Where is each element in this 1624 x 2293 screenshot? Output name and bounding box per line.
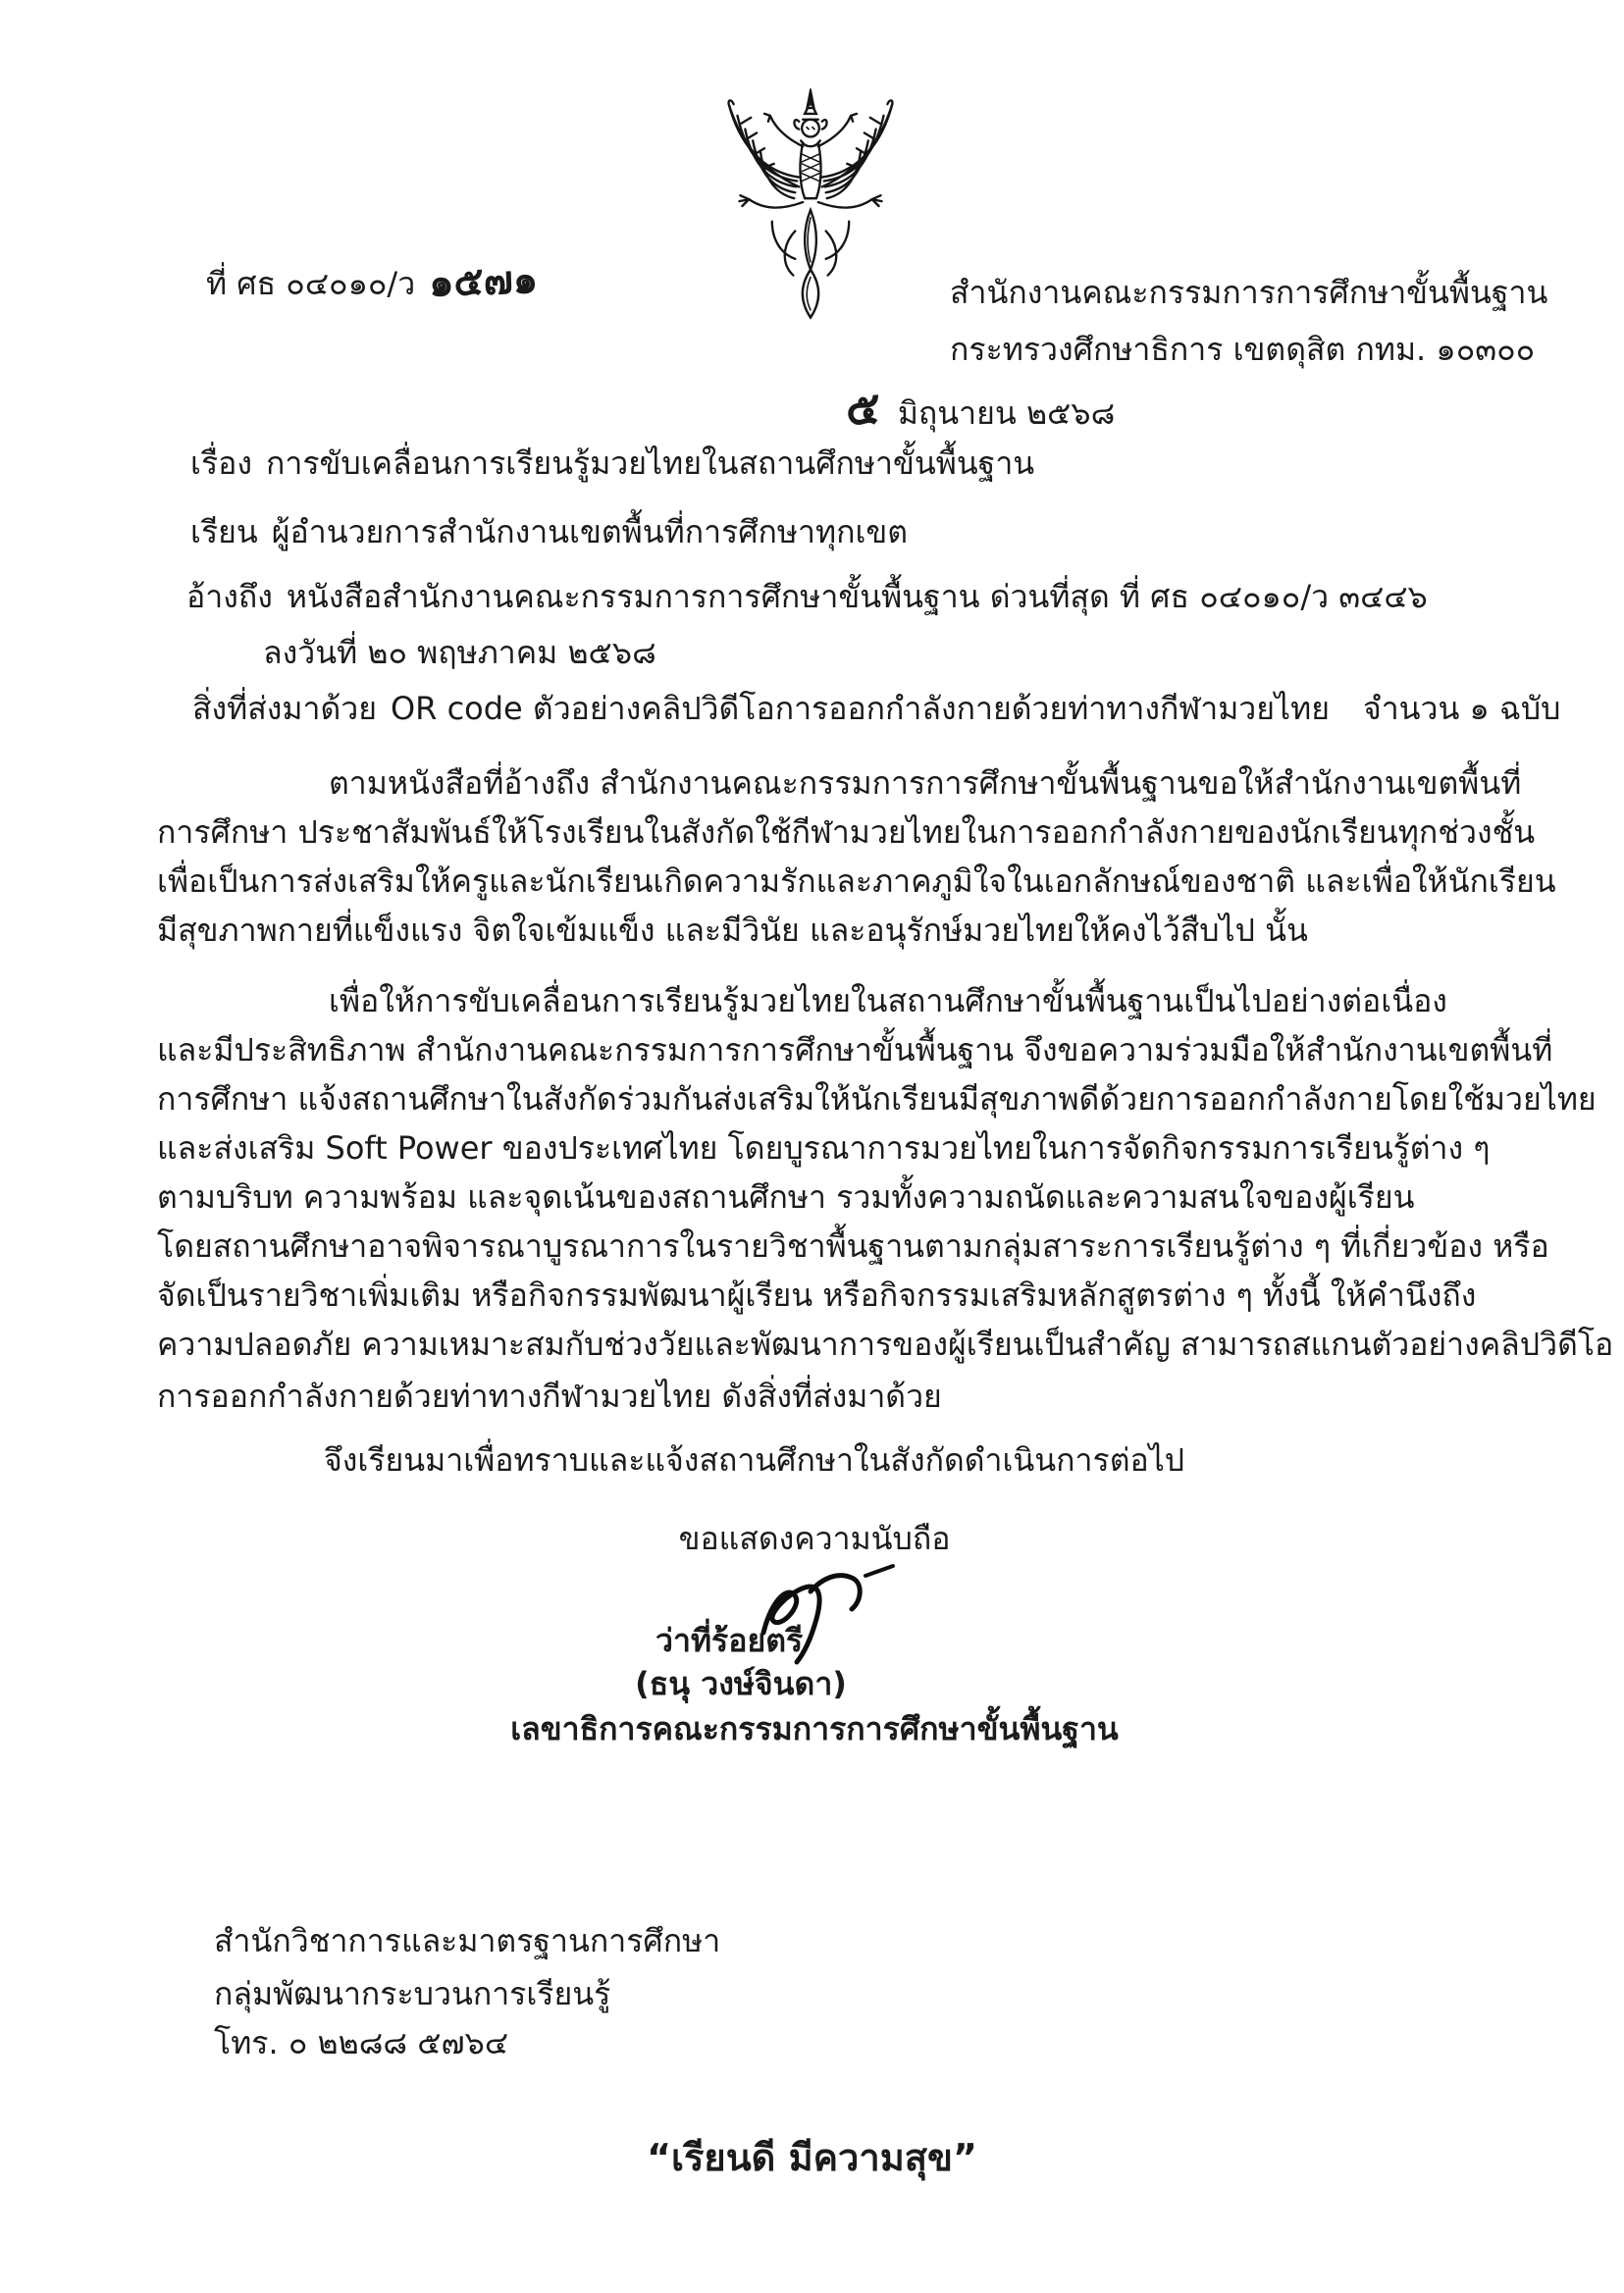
slogan: “เรียนดี มีความสุข” [647, 2136, 977, 2179]
date-month-year: มิถุนายน ๒๕๖๘ [897, 394, 1116, 432]
para2-line5: ตามบริบท ความพร้อม และจุดเน้นของสถานศึกษา รวมทั้งความถนัดและความสนใจของผู้เรียน [157, 1178, 1415, 1216]
to-value: ผู้อำนวยการสำนักงานเขตพื้นที่การศึกษาทุกเขต [271, 513, 909, 550]
date-day-handwritten: ๕ [845, 381, 881, 436]
para2-line3: การศึกษา แจ้งสถานศึกษาในสังกัดร่วมกันส่งเสริมให้นักเรียนมีสุขภาพดีด้วยการออกกำลังกายโดยใช้มวยไทย [157, 1080, 1597, 1118]
agency-address: กระทรวงศึกษาธิการ เขตดุสิต กทม. ๑๐๓๐๐ [950, 331, 1536, 368]
salutation: ขอแสดงความนับถือ [678, 1520, 951, 1557]
to-label: เรียน [190, 513, 258, 550]
para2-line1: เพื่อให้การขับเคลื่อนการเรียนรู้มวยไทยในสถานศึกษาขั้นพื้นฐานเป็นไปอย่างต่อเนื่อง [329, 982, 1447, 1019]
date-line [846, 381, 1115, 438]
para1-line2: การศึกษา ประชาสัมพันธ์ให้โรงเรียนในสังกัดใช้กีฬามวยไทยในการออกกำลังกายของนักเรียนทุกช่วงชั้น [157, 813, 1536, 851]
to-line [190, 512, 908, 551]
doc-number-line [206, 257, 538, 306]
para2-line8: ความปลอดภัย ความเหมาะสมกับช่วงวัยและพัฒนาการของผู้เรียนเป็นสำคัญ สามารถสแกนตัวอย่างคลิปวิดีโอ [157, 1326, 1614, 1363]
para1-line1: ตามหนังสือที่อ้างถึง สำนักงานคณะกรรมการการศึกษาขั้นพื้นฐานขอให้สำนักงานเขตพื้นที่ [329, 764, 1522, 802]
reference-line [186, 577, 1428, 616]
subject-value: การขับเคลื่อนการเรียนรู้มวยไทยในสถานศึกษาขั้นพื้นฐาน [265, 444, 1035, 482]
para1-line3: เพื่อเป็นการส่งเสริมให้ครูและนักเรียนเกิดความรักและภาคภูมิใจในเอกลักษณ์ของชาติ และเพื่อให้นักเรียน [157, 862, 1556, 900]
attachment-line [192, 689, 1560, 728]
reference-label: อ้างถึง [186, 578, 273, 615]
para2-line4: และส่งเสริม Soft Power ของประเทศไทย โดยบูรณาการมวยไทยในการจัดกิจกรรมการเรียนรู้ต่าง ๆ [157, 1129, 1491, 1167]
doc-number-label: ที่ ศธ ๐๔๐๑๐/ว [206, 265, 416, 302]
closing-line: จึงเรียนมาเพื่อทราบและแจ้งสถานศึกษาในสังกัดดำเนินการต่อไป [324, 1441, 1185, 1479]
signer-position: เลขาธิการคณะกรรมการการศึกษาขั้นพื้นฐาน [510, 1710, 1119, 1747]
para2-line2: และมีประสิทธิภาพ สำนักงานคณะกรรมการการศึกษาขั้นพื้นฐาน จึงขอความร่วมมือให้สำนักงานเขตพื้นที่ [157, 1031, 1553, 1068]
rank: ว่าที่ร้อยตรี [655, 1622, 804, 1659]
doc-number-handwritten: ๑๕๗๑ [428, 256, 540, 306]
footer-office: สำนักวิชาการและมาตรฐานการศึกษา [214, 1922, 721, 1959]
footer-phone: โทร. ๐ ๒๒๘๘ ๕๗๖๔ [214, 2024, 509, 2061]
para2-line7: จัดเป็นรายวิชาเพิ่มเติม หรือกิจกรรมพัฒนาผู้เรียน หรือกิจกรรมเสริมหลักสูตรต่าง ๆ ทั้งนี้ ให้คำนึงถึง [157, 1277, 1477, 1314]
para2-line6: โดยสถานศึกษาอาจพิจารณาบูรณาการในรายวิชาพื้นฐานตามกลุ่มสาระการเรียนรู้ต่าง ๆ ที่เกี่ยวข้อง หรือ [157, 1227, 1549, 1265]
attachment-label: สิ่งที่ส่งมาด้วย [192, 690, 377, 727]
subject-label: เรื่อง [190, 444, 252, 482]
para1-line4: มีสุขภาพกายที่แข็งแรง จิตใจเข้มแข็ง และมีวินัย และอนุรักษ์มวยไทยให้คงไว้สืบไป นั้น [157, 912, 1308, 949]
signer-name: (ธนุ วงษ์จินดา) [635, 1665, 847, 1702]
garuda-emblem-icon [714, 84, 907, 328]
subject-line [190, 443, 1034, 483]
reference-value: หนังสือสำนักงานคณะกรรมการการศึกษาขั้นพื้นฐาน ด่วนที่สุด ที่ ศธ ๐๔๐๑๐/ว ๓๔๔๖ [286, 578, 1428, 615]
footer-group: กลุ่มพัฒนากระบวนการเรียนรู้ [214, 1975, 611, 2012]
attachment-count: จำนวน ๑ ฉบับ [1362, 690, 1561, 727]
para2-line9: การออกกำลังกายด้วยท่าทางกีฬามวยไทย ดังสิ่งที่ส่งมาด้วย [157, 1378, 942, 1415]
agency-name: สำนักงานคณะกรรมการการศึกษาขั้นพื้นฐาน [950, 274, 1548, 311]
reference-date-line: ลงวันที่ ๒๐ พฤษภาคม ๒๕๖๘ [263, 634, 656, 671]
signature-icon [756, 1558, 932, 1676]
attachment-value: OR code ตัวอย่างคลิปวิดีโอการออกกำลังกายด้วยท่าทางกีฬามวยไทย [390, 690, 1330, 727]
